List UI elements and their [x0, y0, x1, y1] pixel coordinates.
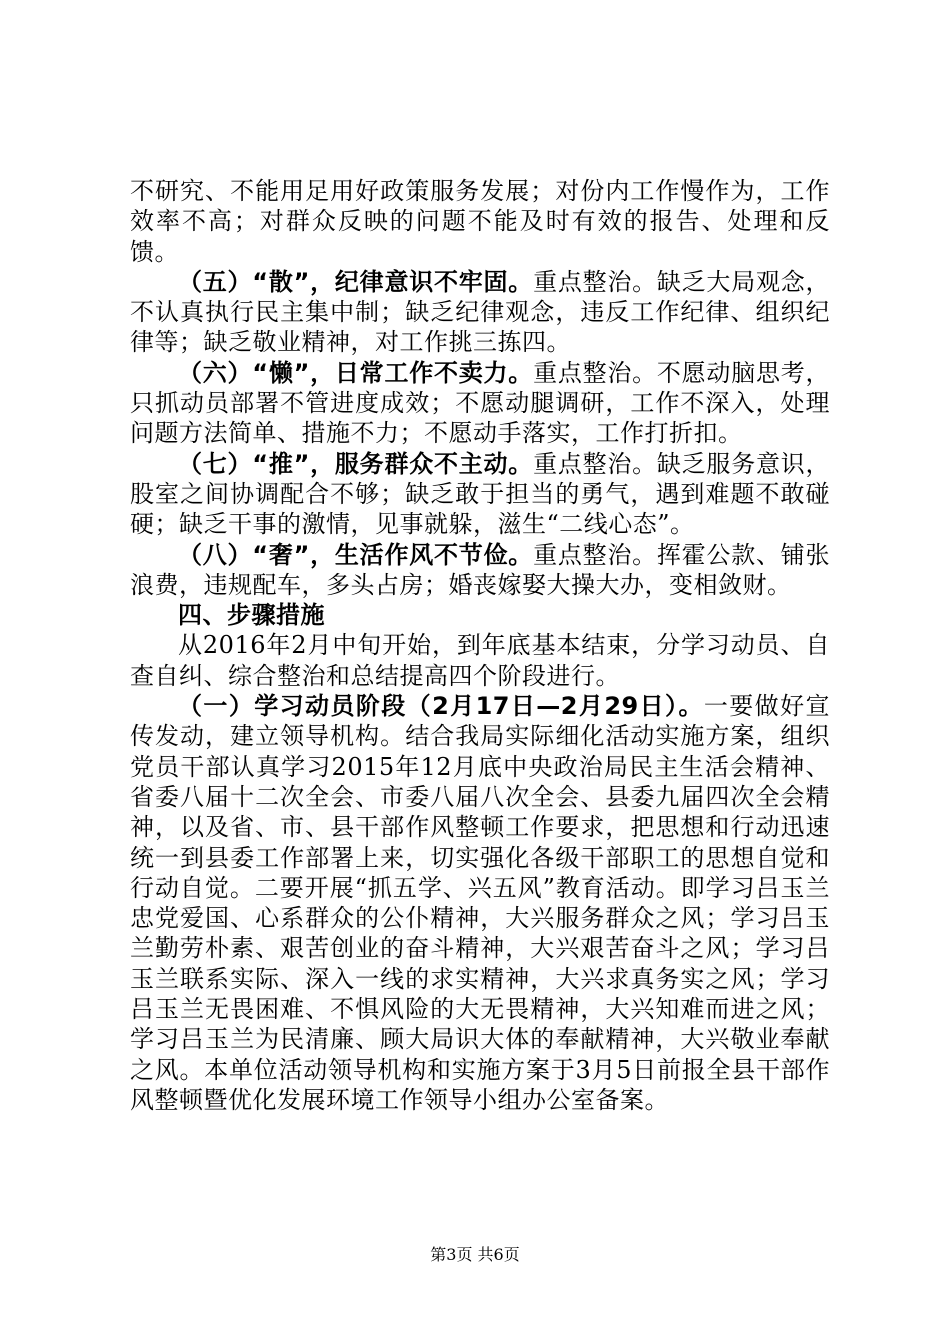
paragraph-text: 重点整治。不愿动脑思考，只抓动员部署不管进度成效；不愿动腿调研，工作不深入，处理问题方法简单、措施不力；不愿动手落实，工作打折扣。 [130, 358, 831, 448]
section-heading: （八）“奢”，生活作风不节俭。 [178, 540, 534, 569]
section-heading: （六）“懒”，日常工作不卖力。 [178, 358, 534, 387]
document-body [130, 176, 830, 1115]
paragraph-text: 重点整治。挥霍公款、铺张浪费，违规配车，多头占房；婚丧嫁娶大操大办，变相敛财。 [130, 540, 831, 599]
paragraph-8-extravagance [130, 540, 830, 601]
paragraph-steps-intro [130, 630, 830, 691]
section-heading: （七）“推”，服务群众不主动。 [178, 449, 534, 478]
paragraph-text: 重点整治。缺乏服务意识，股室之间协调配合不够；缺乏敢于担当的勇气，遇到难题不敢碰硬；缺乏干事的激情，见事就躲，滋生“二线心态”。 [130, 449, 831, 539]
paragraph-text: 不研究、不能用足用好政策服务发展；对份内工作慢作为，工作效率不高；对群众反映的问题不能及时有效的报告、处理和反馈。 [130, 177, 830, 266]
page-footer: 第3页 共6页 [430, 1245, 520, 1264]
section-heading: （五）“散”，纪律意识不牢固。 [178, 267, 534, 296]
paragraph-text: 一要做好宣传发动，建立领导机构。结合我局实际细化活动实施方案，组织党员干部认真学习2015年12月底中央政治局民主生活会精神、省委八届十二次全会、市委八届八次全会、县委九届四次全会精神，以及省、市、县干部作风整顿工作要求，把思想和行动迅速统一到县委工作部署上来，切实强化各级干部职工的思想自觉和行动自觉。二要开展“抓五学、兴五风”教育活动。即学习吕玉兰忠党爱国、心系群众的公仆精神，大兴服务群众之风；学习吕玉兰勤劳朴素、艰苦创业的奋斗精神，大兴艰苦奋斗之风；学习吕玉兰联系实际、深入一线的求实精神，大兴求真务实之风；学习吕玉兰无畏困难、不惧风险的大无畏精神，大兴知难而进之风；学习吕玉兰为民清廉、顾大局识大体的奉献精神，大兴敬业奉献之风。本单位活动领导机构和实施方案于3月5日前报全县干部作风整顿暨优化发展环境工作领导小组办公室备案。 [130, 692, 830, 1114]
paragraph-text: 从2016年2月中旬开始，到年底基本结束，分学习动员、自查自纠、综合整治和总结提高四个阶段进行。 [130, 631, 830, 690]
paragraph-5-discipline [130, 267, 830, 358]
paragraph-text: 重点整治。缺乏大局观念，不认真执行民主集中制；缺乏纪律观念，违反工作纪律、组织纪律等；缺乏敬业精神，对工作挑三拣四。 [130, 267, 831, 357]
paragraph-6-lazy [130, 358, 830, 449]
paragraph-1 [130, 176, 830, 267]
paragraph-7-shirk [130, 449, 830, 540]
section-heading: （一）学习动员阶段（2月17日—2月29日）。 [178, 692, 704, 721]
section-title-steps [130, 600, 830, 630]
paragraph-stage-1 [130, 691, 830, 1115]
section-heading: 四、步骤措施 [178, 601, 325, 630]
